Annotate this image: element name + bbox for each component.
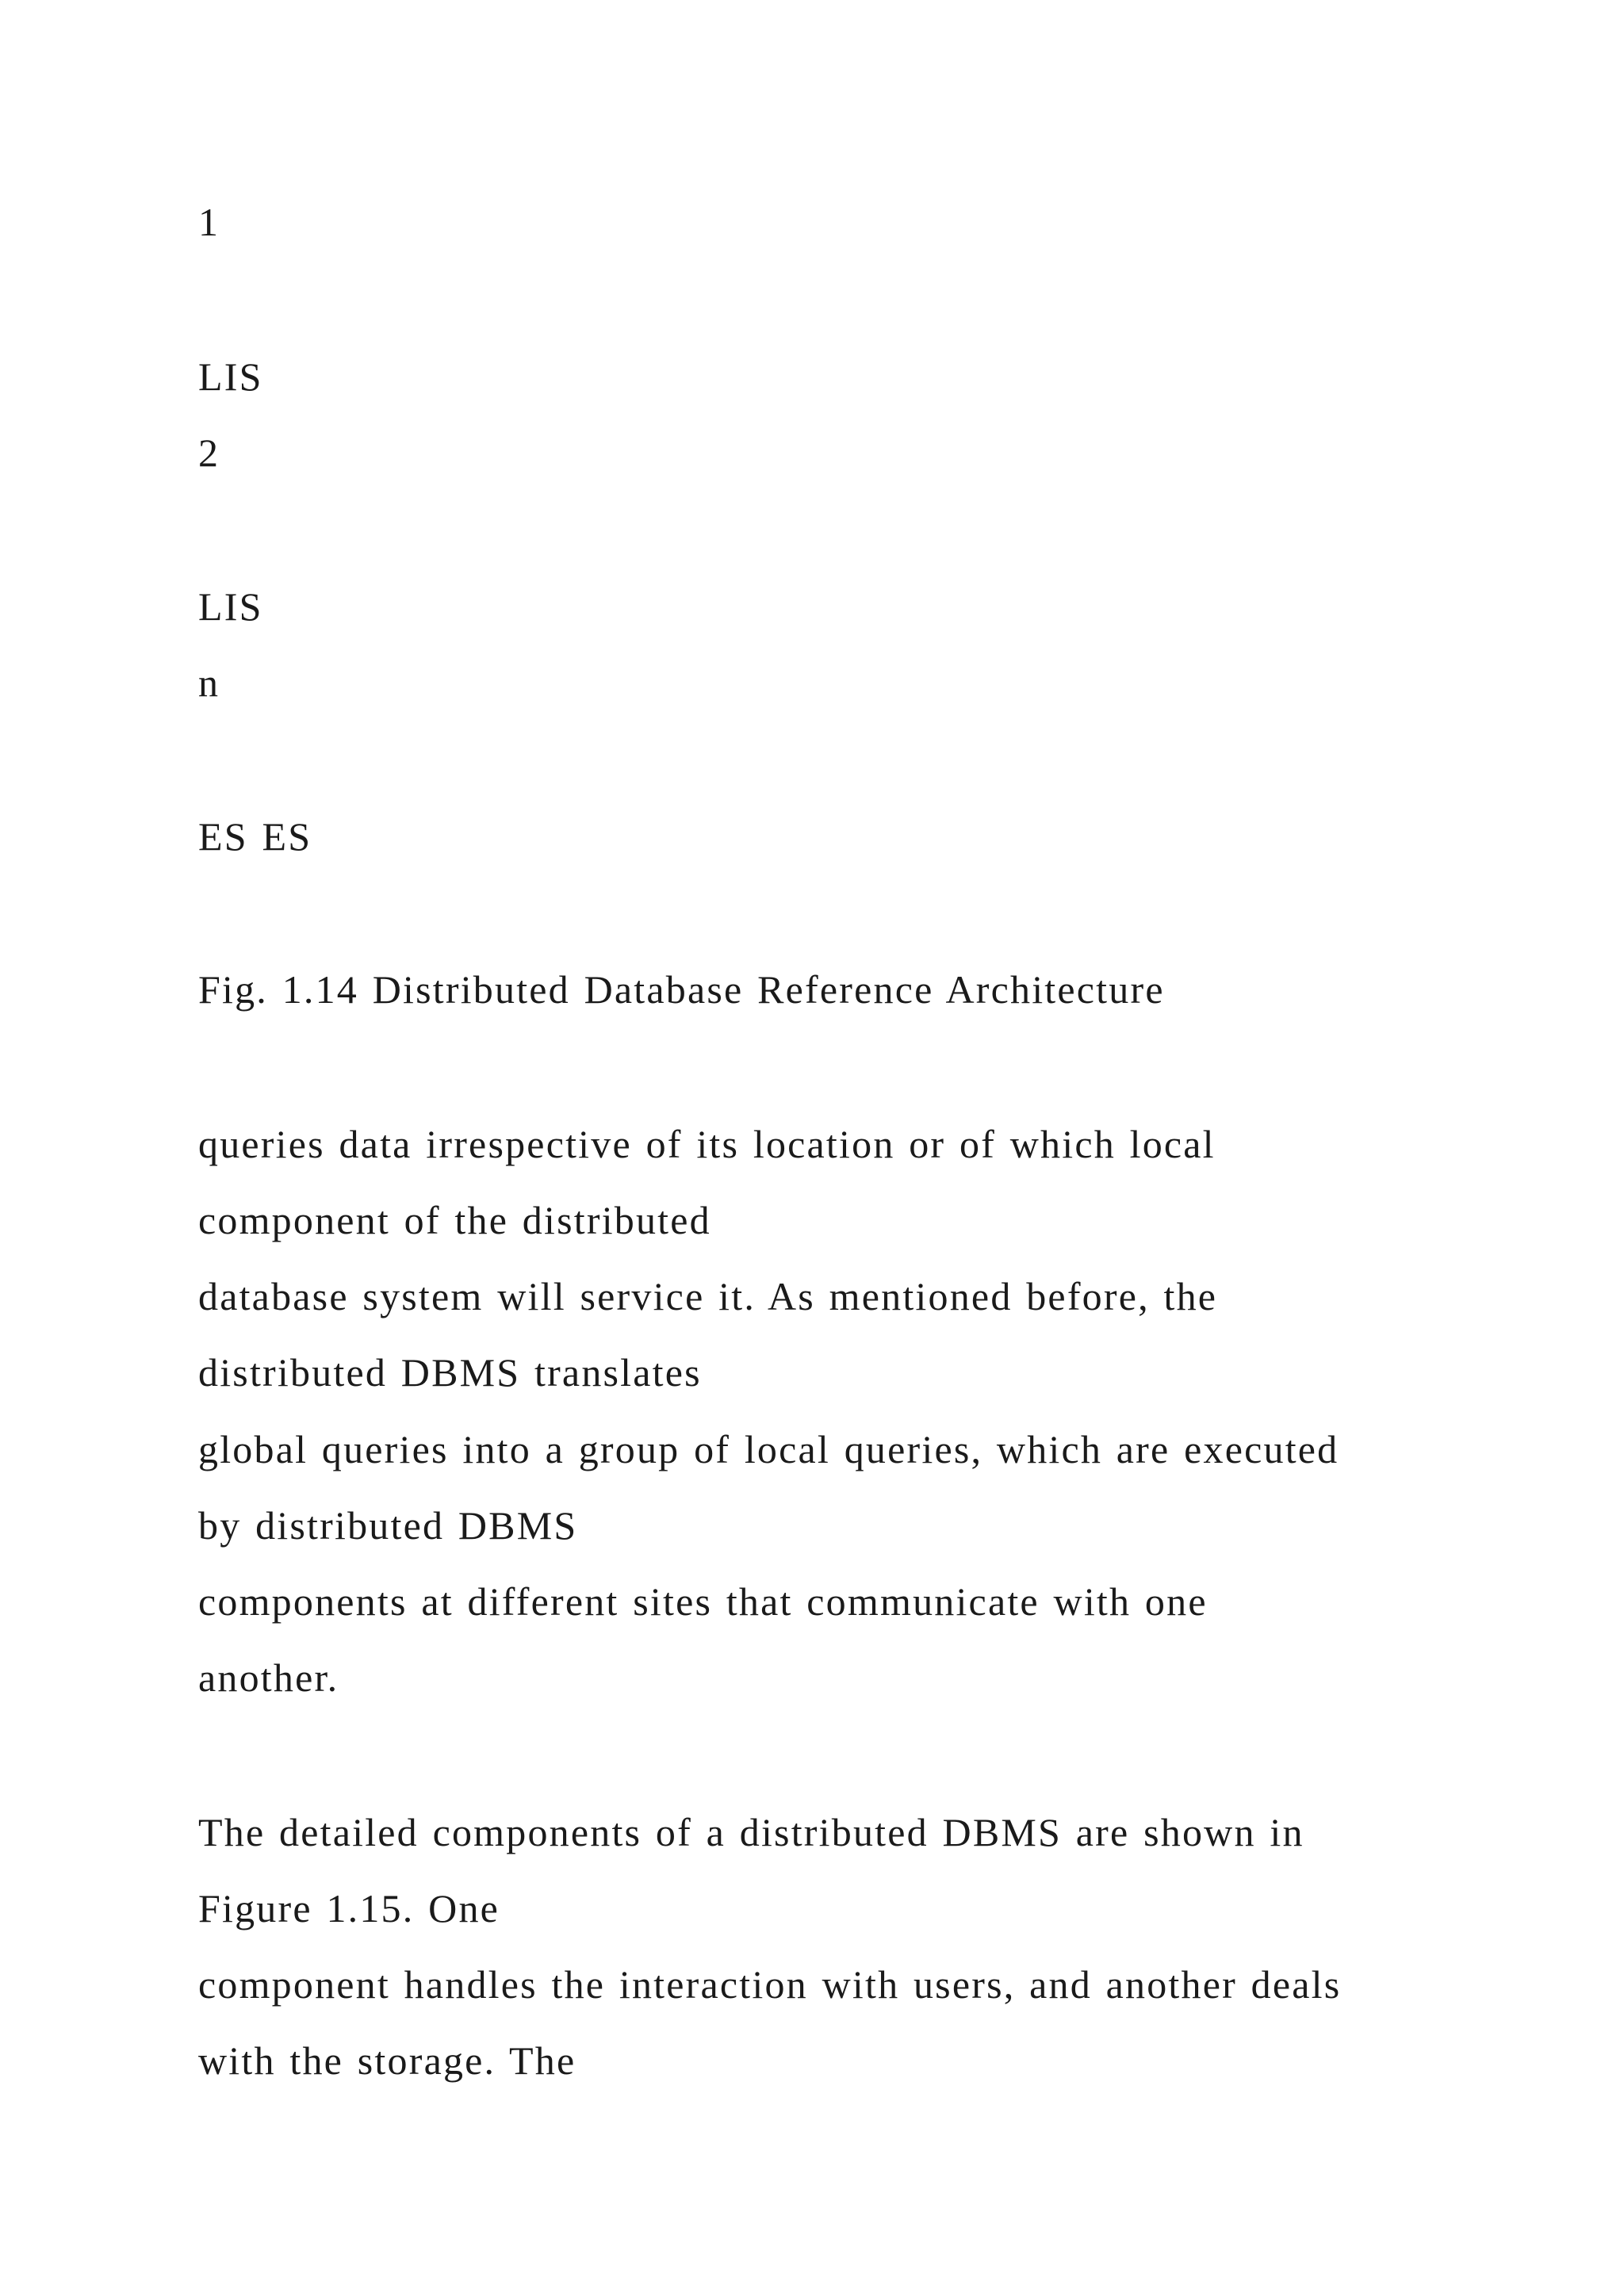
paragraph-1-line-8: another. [198, 1655, 339, 1700]
lis-2-label: LIS [198, 354, 263, 399]
paragraph-1-line-7: components at different sites that communicate with one [198, 1579, 1208, 1624]
paragraph-1-line-1: queries data irrespective of its location or of which local [198, 1122, 1216, 1166]
lis-1-index: 1 [198, 200, 220, 244]
paragraph-1-line-6: by distributed DBMS [198, 1503, 578, 1548]
es-labels: ES ES [198, 814, 312, 859]
paragraph-1-line-4: distributed DBMS translates [198, 1350, 702, 1395]
paragraph-2-line-3: component handles the interaction with users, and another deals [198, 1962, 1342, 2007]
paragraph-2-line-1: The detailed components of a distributed DBMS are shown in [198, 1810, 1304, 1854]
paragraph-2-line-4: with the storage. The [198, 2038, 576, 2083]
lis-n-label: LIS [198, 584, 263, 629]
lis-2-index: 2 [198, 430, 220, 475]
figure-caption: Fig. 1.14 Distributed Database Reference Architecture [198, 967, 1165, 1012]
paragraph-1-line-2: component of the distributed [198, 1198, 711, 1242]
paragraph-1-line-5: global queries into a group of local queries, which are executed [198, 1427, 1339, 1471]
paragraph-2-line-2: Figure 1.15. One [198, 1886, 500, 1931]
lis-n-index: n [198, 660, 220, 705]
paragraph-1-line-3: database system will service it. As mentioned before, the [198, 1274, 1218, 1318]
